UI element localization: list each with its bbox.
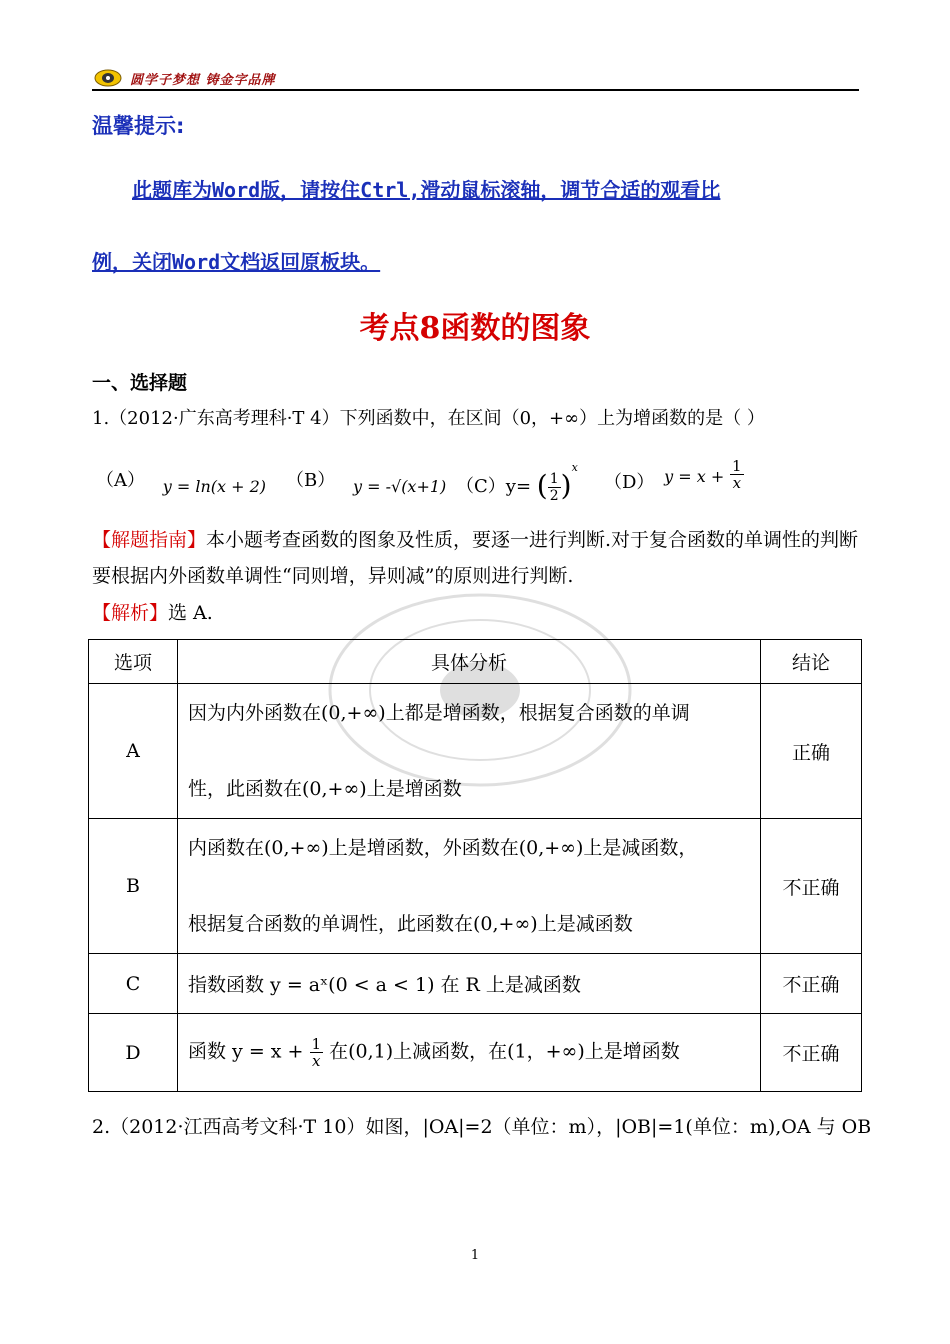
row-c-conclusion: 不正确 bbox=[761, 954, 862, 1014]
section-heading: 一、选择题 bbox=[92, 372, 188, 394]
option-c-label: （C）y= bbox=[456, 476, 532, 497]
option-b-formula: y = -√(x+1) bbox=[352, 477, 447, 496]
option-c-paren-left: ( bbox=[536, 469, 548, 502]
table-row bbox=[89, 954, 862, 1014]
tip-line-2[interactable]: 例，关闭Word文档返回原板块。 bbox=[92, 250, 381, 274]
row-b-option: B bbox=[89, 819, 178, 954]
option-a-formula: y = ln(x + 2) bbox=[162, 477, 267, 496]
row-d-post: 在(0,1)上减函数，在(1，+∞)上是增函数 bbox=[329, 1040, 680, 1063]
row-a-option: A bbox=[89, 684, 178, 819]
row-d-option: D bbox=[89, 1014, 178, 1092]
option-d-formula: y = x + bbox=[664, 466, 725, 486]
page-number: 1 bbox=[470, 1248, 480, 1263]
row-b-spacer bbox=[188, 866, 759, 906]
header-slogan: 圆学子梦想 铸金字品牌 bbox=[130, 73, 276, 88]
row-d-fraction: $\frac{1}{x}$ bbox=[311, 1035, 322, 1070]
answer-text: 选 A. bbox=[168, 602, 213, 624]
solution-guide bbox=[92, 522, 862, 594]
table-header-row bbox=[89, 640, 862, 684]
header-analysis: 具体分析 bbox=[178, 640, 761, 684]
option-c-paren-right: ) bbox=[560, 469, 572, 502]
header-conclusion: 结论 bbox=[761, 640, 862, 684]
header-option: 选项 bbox=[89, 640, 178, 684]
row-d-conclusion: 不正确 bbox=[761, 1014, 862, 1092]
option-d-fraction: $\frac{1}{x}$ bbox=[732, 457, 742, 492]
row-c-option: C bbox=[89, 954, 178, 1014]
option-c-fraction: $\frac{1}{2}$ bbox=[549, 470, 559, 504]
option-a bbox=[96, 466, 267, 496]
option-d-label: （D） bbox=[604, 471, 655, 493]
answer-tag: 【解析】 bbox=[92, 602, 169, 624]
header-divider bbox=[92, 89, 859, 91]
row-a-conclusion: 正确 bbox=[761, 684, 862, 819]
question-1-stem: 1.（2012·广东高考理科·T 4）下列函数中，在区间（0，+∞）上为增函数的是（ ） bbox=[92, 408, 765, 429]
row-d-analysis bbox=[178, 1014, 761, 1092]
row-a-line-2: 性，此函数在(0,+∞)上是增函数 bbox=[188, 778, 462, 800]
row-a-line-1: 因为内外函数在(0,+∞)上都是增函数，根据复合函数的单调 bbox=[188, 702, 690, 724]
row-c-analysis: 指数函数 y = aˣ(0 < a < 1) 在 R 上是减函数 bbox=[178, 954, 761, 1014]
table-row bbox=[89, 819, 862, 954]
row-a-analysis bbox=[178, 684, 761, 819]
option-c bbox=[456, 461, 578, 504]
tip-heading: 温馨提示: bbox=[92, 114, 185, 138]
question-2-stem: 2.（2012·江西高考文科·T 10）如图，|OA|=2（单位：m），|OB|=1(单位：m),OA 与 OB bbox=[92, 1116, 872, 1138]
document-title: 考点8函数的图象 bbox=[359, 311, 591, 346]
row-b-line-2: 根据复合函数的单调性，此函数在(0,+∞)上是减函数 bbox=[188, 913, 633, 935]
table-row bbox=[89, 684, 862, 819]
solution-guide-text: 本小题考查函数的图象及性质，要逐一进行判断.对于复合函数的单调性的判断要根据内外函数单调性“同则增，异则减”的原则进行判断. bbox=[92, 529, 859, 587]
tip-line-1[interactable]: 此题库为Word版，请按住Ctrl,滑动鼠标滚轴，调节合适的观看比 bbox=[132, 178, 721, 202]
table-row bbox=[89, 1014, 862, 1092]
row-b-line-1: 内函数在(0,+∞)上是增函数，外函数在(0,+∞)上是减函数， bbox=[188, 837, 698, 859]
option-b bbox=[286, 466, 447, 496]
solution-guide-tag: 【解题指南】 bbox=[92, 529, 207, 551]
option-d bbox=[604, 458, 744, 491]
row-d-pre: 函数 y = x + bbox=[188, 1040, 304, 1063]
analysis-table bbox=[88, 639, 862, 1092]
option-b-label: （B） bbox=[286, 470, 336, 491]
row-b-analysis bbox=[178, 819, 761, 954]
logo-icon bbox=[94, 68, 122, 88]
option-a-label: （A） bbox=[96, 470, 145, 491]
answer-line bbox=[92, 597, 862, 629]
row-b-conclusion: 不正确 bbox=[761, 819, 862, 954]
option-c-exponent: x bbox=[571, 461, 578, 474]
row-a-spacer bbox=[188, 731, 759, 771]
